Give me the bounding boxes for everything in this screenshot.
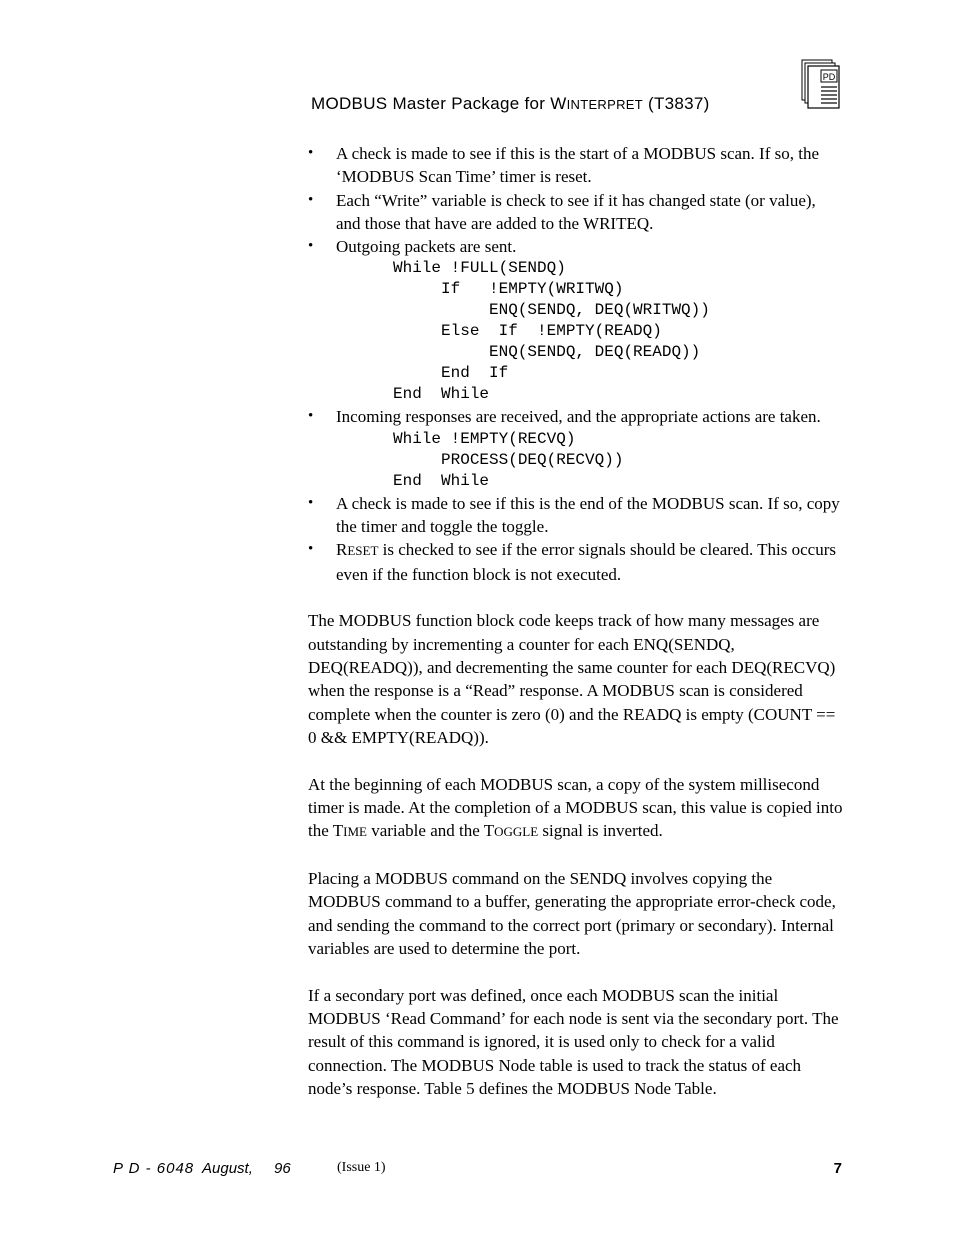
toggle-keyword: OGGLE bbox=[494, 824, 539, 840]
pd-logo-icon bbox=[800, 58, 842, 110]
bullet-item bbox=[308, 492, 844, 539]
pd-logo-text: PD bbox=[822, 72, 836, 82]
paragraph-timer-text-b: variable and the T bbox=[366, 821, 495, 841]
bullet-text: Each “Write” variable is check to see if it has changed state (or value), and those that have are added to the WRITEQ. bbox=[336, 190, 816, 233]
bullet-list bbox=[308, 142, 844, 586]
header-title-smallcaps: INTERPRET bbox=[566, 97, 643, 112]
bullet-item bbox=[308, 538, 844, 586]
footer-issue: (Issue 1) bbox=[337, 1160, 386, 1175]
paragraph-sendq: Placing a MODBUS command on the SENDQ involves copying the MODBUS command to a buffer, generating the appropriate error-check code, and sending the command to the correct port (primary or secondary). Internal variables are used to determine the port. bbox=[308, 869, 836, 959]
paragraph-timer bbox=[308, 773, 844, 844]
footer-page-number: 7 bbox=[833, 1160, 842, 1177]
page-header-title bbox=[311, 94, 710, 114]
paragraph-secondary-port: If a secondary port was defined, once each MODBUS scan the initial MODBUS ‘Read Command’ for each node is sent via the secondary port. The result of this command is ignored, it is used only to check for a valid connection. The MODBUS Node table is used to track the status of each node’s response. Table 5 defines the MODBUS Node Table. bbox=[308, 985, 839, 1099]
header-title-suffix: (T3837) bbox=[642, 94, 710, 113]
paragraph-counter: The MODBUS function block code keeps track of how many messages are outstanding by incrementing a counter for each ENQ(SENDQ, DEQ(READQ)), and decrementing the same counter for each DEQ(RECVQ) when the response is a “Read” response. A MODBUS scan is considered complete when the counter is zero (0) and the READQ is empty (COUNT == 0 && EMPTY(READQ)). bbox=[308, 611, 836, 747]
bullet-text: A check is made to see if this is the end of the MODBUS scan. If so, copy the timer and toggle the toggle. bbox=[336, 493, 840, 537]
time-keyword: IME bbox=[343, 824, 367, 840]
bullet-text: is checked to see if the error signals should be cleared. This occurs even if the function block is not executed. bbox=[336, 540, 836, 584]
bullet-text: A check is made to see if this is the start of a MODBUS scan. If so, the ‘MODBUS Scan Time’ timer is reset. bbox=[336, 144, 819, 187]
reset-keyword-rest: ESET bbox=[347, 543, 379, 559]
footer-doc-number: P D - 6048 bbox=[113, 1160, 195, 1177]
code-block-outgoing: While !FULL(SENDQ) If !EMPTY(WRITWQ) ENQ(SENDQ, DEQ(WRITWQ)) Else If !EMPTY(READQ) ENQ(SENDQ, DEQ(READQ)) End If End While bbox=[393, 259, 710, 404]
paragraph-timer-text-c: signal is inverted. bbox=[538, 821, 663, 841]
reset-keyword-initial: R bbox=[336, 540, 348, 560]
bullet-item bbox=[308, 142, 844, 189]
footer-year: 96 bbox=[274, 1160, 291, 1177]
main-content bbox=[308, 142, 844, 1100]
header-title-prefix: MODBUS Master Package for W bbox=[311, 94, 567, 113]
bullet-item bbox=[308, 405, 844, 491]
bullet-item bbox=[308, 189, 844, 236]
code-block-incoming: While !EMPTY(RECVQ) PROCESS(DEQ(RECVQ)) End While bbox=[393, 429, 624, 490]
page-footer bbox=[113, 1160, 842, 1182]
footer-date: August, bbox=[202, 1160, 253, 1177]
bullet-text: Outgoing packets are sent. bbox=[336, 237, 517, 257]
paragraph-timer-text-a: At the beginning of each MODBUS scan, a copy of the system millisecond timer is made. At the completion of a MODBUS scan, this value is copied into the T bbox=[308, 774, 843, 841]
bullet-item bbox=[308, 235, 844, 405]
bullet-text: Incoming responses are received, and the appropriate actions are taken. bbox=[336, 407, 821, 427]
